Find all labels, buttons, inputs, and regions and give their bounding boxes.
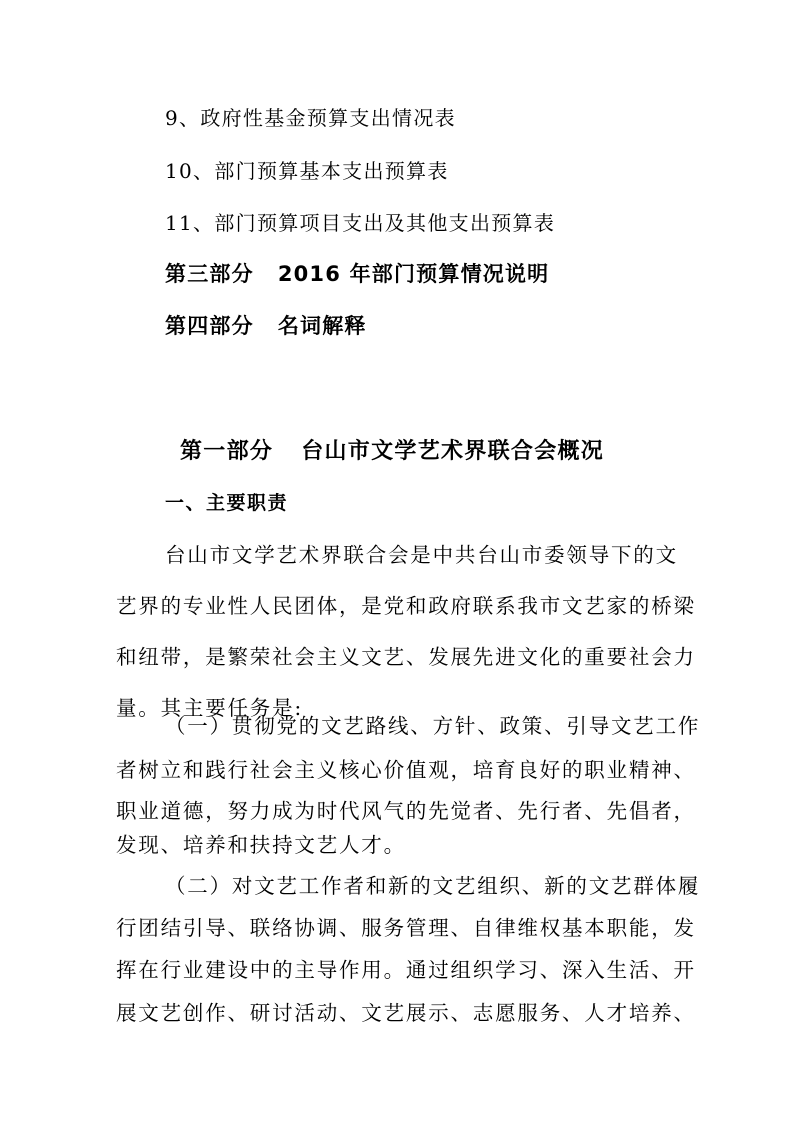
toc-item-11: 11、部门预算项目支出及其他支出预算表 xyxy=(165,211,556,235)
paragraph-line: 发现、培养和扶持文艺人才。 xyxy=(116,833,406,857)
part-3-label: 第三部分 xyxy=(165,262,254,286)
part-3-title: 2016 年部门预算情况说明 xyxy=(277,262,550,286)
paragraph-line: 挥在行业建设中的主导作用。通过组织学习、深入生活、开 xyxy=(116,958,696,982)
paragraph-line: 艺界的专业性人民团体，是党和政府联系我市文艺家的桥梁 xyxy=(116,594,696,618)
paragraph-line: 量。其主要任务是: xyxy=(116,696,304,720)
paragraph-line: 展文艺创作、研讨活动、文艺展示、志愿服务、人才培养、 xyxy=(116,1001,696,1025)
section-label: 第一部分 xyxy=(180,439,274,464)
paragraph-line: 和纽带，是繁荣社会主义文艺、发展先进文化的重要社会力 xyxy=(116,645,696,669)
paragraph-line: 台山市文学艺术界联合会是中共台山市委领导下的文 xyxy=(165,543,678,567)
part-4-title: 名词解释 xyxy=(277,314,367,338)
toc-part-4 xyxy=(165,316,367,337)
paragraph-line: 职业道德，努力成为时代风气的先觉者、先行者、先倡者， xyxy=(116,799,696,823)
paragraph-line: 者树立和践行社会主义核心价值观，培育良好的职业精神、 xyxy=(116,758,696,782)
part-4-label: 第四部分 xyxy=(165,314,254,338)
toc-item-10: 10、部门预算基本支出预算表 xyxy=(165,159,449,183)
paragraph-line: 行团结引导、联络协调、服务管理、自律维权基本职能，发 xyxy=(116,916,696,940)
sub-heading: 一、主要职责 xyxy=(165,492,289,514)
section-title xyxy=(180,441,604,463)
toc-part-3 xyxy=(165,264,549,285)
toc-item-9: 9、政府性基金预算支出情况表 xyxy=(165,106,456,130)
paragraph-line: （一）贯彻党的文艺路线、方针、政策、引导文艺工作 xyxy=(165,714,701,738)
paragraph-line: （二）对文艺工作者和新的文艺组织、新的文艺群体履 xyxy=(165,874,701,898)
section-name: 台山市文学艺术界联合会概况 xyxy=(301,439,605,464)
